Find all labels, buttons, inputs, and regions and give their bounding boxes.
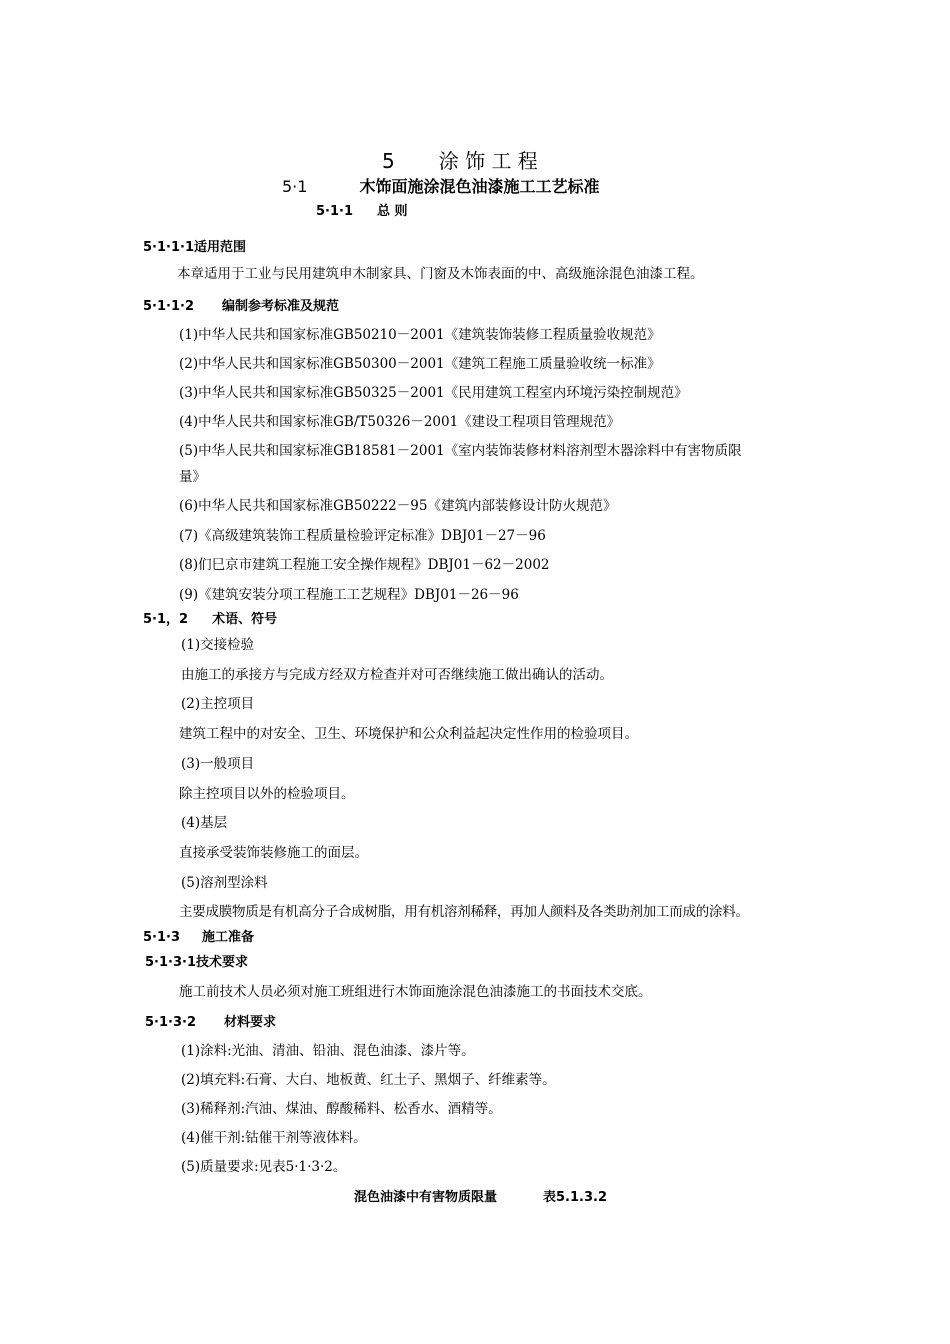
subsection-heading (316, 205, 408, 218)
heading-512-title: 术语、符号 (212, 612, 278, 627)
material-item: (2)填充料:石膏、大白、地板黄、红土子、黑烟子、纤维素等。 (181, 1072, 556, 1088)
heading-5112-title: 编制参考标准及规范 (222, 299, 340, 314)
section-heading (282, 179, 599, 195)
term-definition: 主要成膜物质是有机高分子合成树脂，用有机溶剂稀释，再加人颜料及各类助剂加工而成的涂料。 (179, 904, 749, 920)
heading-513-title: 施工准备 (202, 930, 255, 945)
ref-item: (4)中华人民共和国家标准GB/T50326－2001《建设工程项目管理规范》 (179, 414, 621, 430)
table-caption (354, 1191, 607, 1204)
chapter-heading (382, 151, 538, 171)
ref-item: (2)中华人民共和国家标准GB50300－2001《建筑工程施工质量验收统一标准》 (179, 356, 661, 372)
subsection-title: 总 则 (377, 204, 408, 219)
material-item: (3)稀释剂:汽油、煤油、醇酸稀料、松香水、酒精等。 (181, 1101, 502, 1117)
ref-item: (7)《高级建筑装饰工程质量检验评定标准》DBJ01－27－96 (179, 528, 546, 544)
heading-51132-title: 材料要求 (224, 1015, 277, 1030)
ref-item: (8)们巳京市建筑工程施工安全操作规程》DBJ01－62－2002 (179, 557, 550, 573)
term-label: (5)溶剂型涂料 (181, 875, 268, 891)
heading-5112 (143, 300, 339, 313)
ref-item-continuation: 量》 (179, 469, 206, 485)
term-label: (2)主控项目 (181, 696, 255, 712)
table-number: 表5.1.3.2 (543, 1190, 608, 1205)
term-definition: 直接承受装饰装修施工的面层。 (179, 845, 368, 861)
heading-512 (143, 613, 277, 626)
material-item: (1)涂料:光油、清油、铅油、混色油漆、漆片等。 (181, 1043, 475, 1059)
heading-513-number: 5·1·3 (143, 930, 181, 945)
term-label: (1)交接检验 (181, 637, 255, 653)
heading-513 (143, 931, 254, 944)
ref-item: (1)中华人民共和国家标准GB50210－2001《建筑装饰装修工程质量验收规范》 (179, 327, 661, 343)
term-definition: 建筑工程中的对安全、卫生、环境保护和公众利益起决定性作用的检验项目。 (179, 726, 638, 742)
chapter-number: 5 (382, 149, 395, 173)
ref-item: (5)中华人民共和国家标准GB18581－2001《室内装饰装修材料溶剂型木器涂料中有害物质限 (179, 443, 742, 459)
chapter-title: 涂 饰 工 程 (438, 149, 538, 173)
table-caption-title: 混色油漆中有害物质限量 (354, 1190, 498, 1205)
term-definition: 由施工的承接方与完成方经双方检查并对可否继续施工做出确认的活动。 (181, 667, 613, 683)
heading-51131: 5·1·3·1技术要求 (145, 955, 248, 970)
ref-item: (3)中华人民共和国家标准GB50325－2001《民用建筑工程室内环境污染控制规范》 (179, 385, 688, 401)
section-title: 木饰面施涂混色油漆施工工艺标准 (359, 177, 600, 196)
term-definition: 除主控项目以外的检验项目。 (179, 786, 355, 802)
term-label: (4)基层 (181, 815, 228, 831)
paragraph-5111: 本章适用于工业与民用建筑申木制家具、门窗及木饰表面的中、高级施涂混色油漆工程。 (177, 266, 704, 282)
subsection-number: 5·1·1 (316, 204, 354, 219)
section-number: 5·1 (282, 177, 308, 196)
heading-51132-number: 5·1·3·2 (145, 1015, 196, 1030)
heading-512-number: 5·1，2 (143, 612, 189, 627)
ref-item: (6)中华人民共和国家标准GB50222－95《建筑内部装修设计防火规范》 (179, 498, 617, 514)
heading-5112-number: 5·1·1·2 (143, 299, 194, 314)
paragraph-51131: 施工前技术人员必须对施工班组进行木饰面施涂混色油漆施工的书面技术交底。 (179, 984, 652, 1000)
material-item: (5)质量要求:见表5·1·3·2。 (181, 1159, 347, 1175)
term-label: (3)一般项目 (181, 756, 255, 772)
ref-item: (9)《建筑安装分项工程施工工艺规程》DBJ01－26－96 (179, 587, 519, 603)
heading-51132 (145, 1016, 276, 1029)
material-item: (4)催干剂:钴催干剂等液体料。 (181, 1130, 367, 1146)
heading-5111: 5·1·1·1适用范围 (143, 240, 246, 255)
